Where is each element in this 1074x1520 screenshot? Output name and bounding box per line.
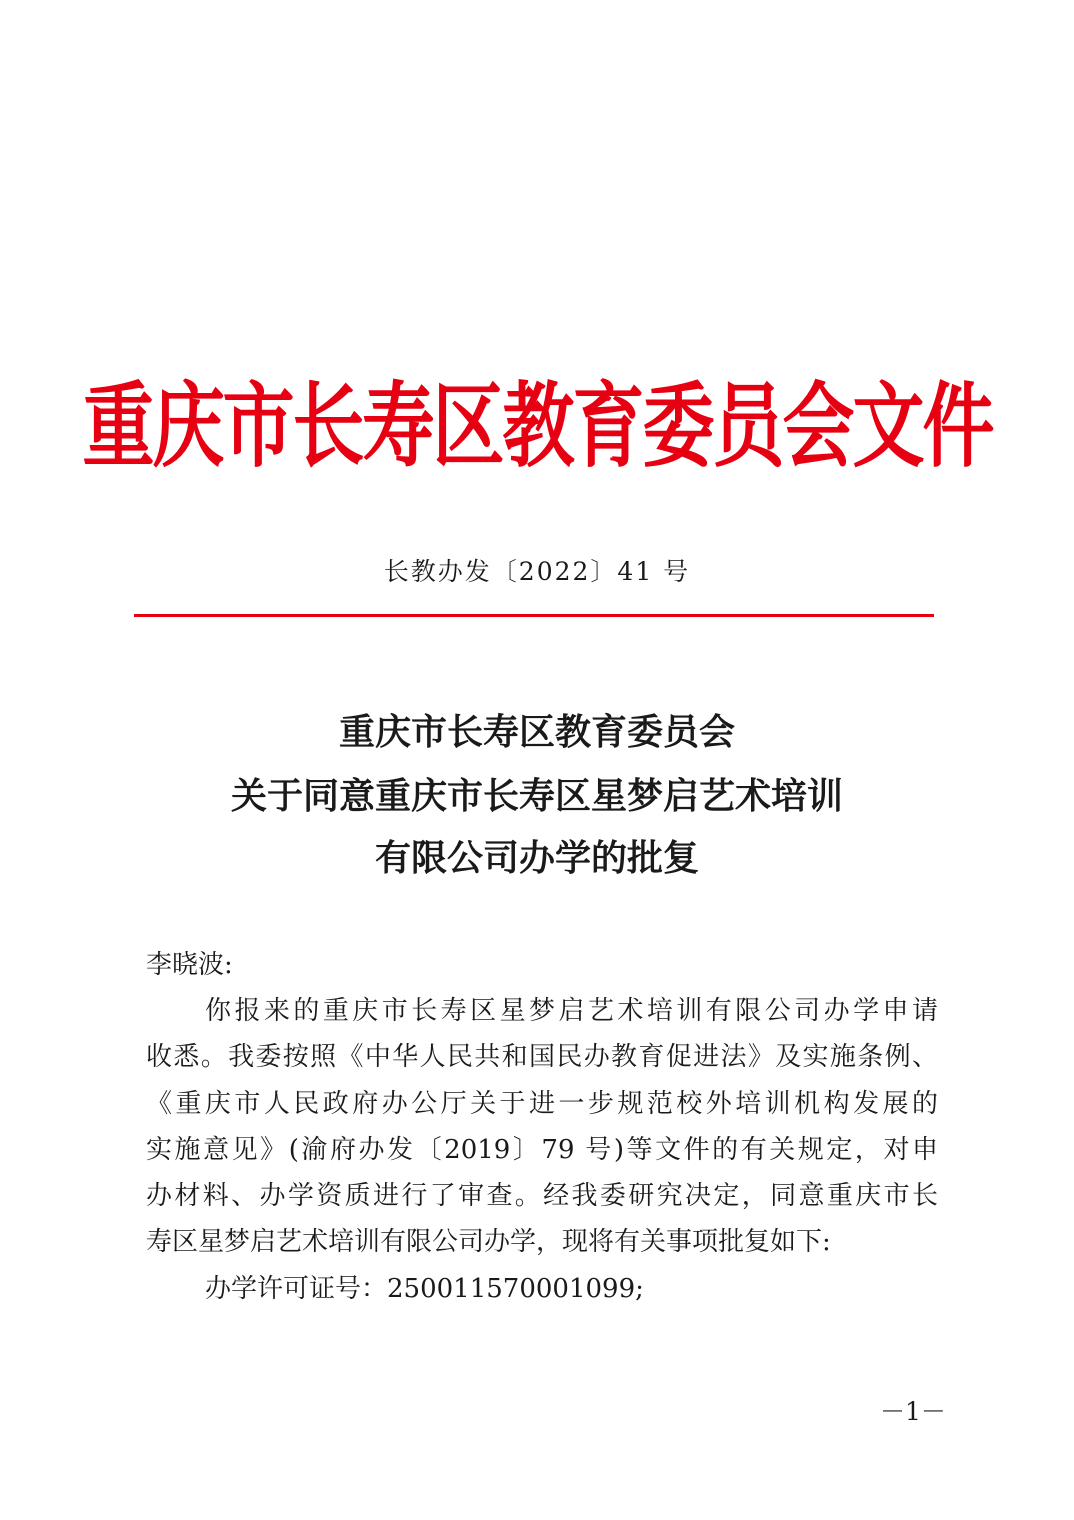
red-divider-line [134,614,934,617]
page-number: －1－ [880,1397,946,1426]
salutation: 李晓波: [146,950,233,980]
document-number: 长教办发〔2022〕41 号 [383,557,691,586]
document-header-title: 重庆市长寿区教育委员会文件 [82,371,993,479]
body-line: 你报来的重庆市长寿区星梦启艺术培训有限公司办学申请 [205,996,938,1026]
subject-line-2: 关于同意重庆市长寿区星梦启艺术培训 [230,775,843,817]
subject-line-1: 重庆市长寿区教育委员会 [338,711,735,753]
body-line: 实施意见》(渝府办发〔2019〕79 号)等文件的有关规定，对申 [146,1135,938,1165]
body-line: 收悉。我委按照《中华人民共和国民办教育促进法》及实施条例、 [146,1042,938,1072]
body-line: 办材料、办学资质进行了审查。经我委研究决定，同意重庆市长 [146,1181,938,1211]
body-line: 《重庆市人民政府办公厅关于进一步规范校外培训机构发展的 [146,1089,938,1119]
subject-line-3: 有限公司办学的批复 [374,837,699,879]
license-number-line: 办学许可证号：250011570001099; [205,1274,644,1304]
body-line: 寿区星梦启艺术培训有限公司办学，现将有关事项批复如下: [146,1227,831,1257]
